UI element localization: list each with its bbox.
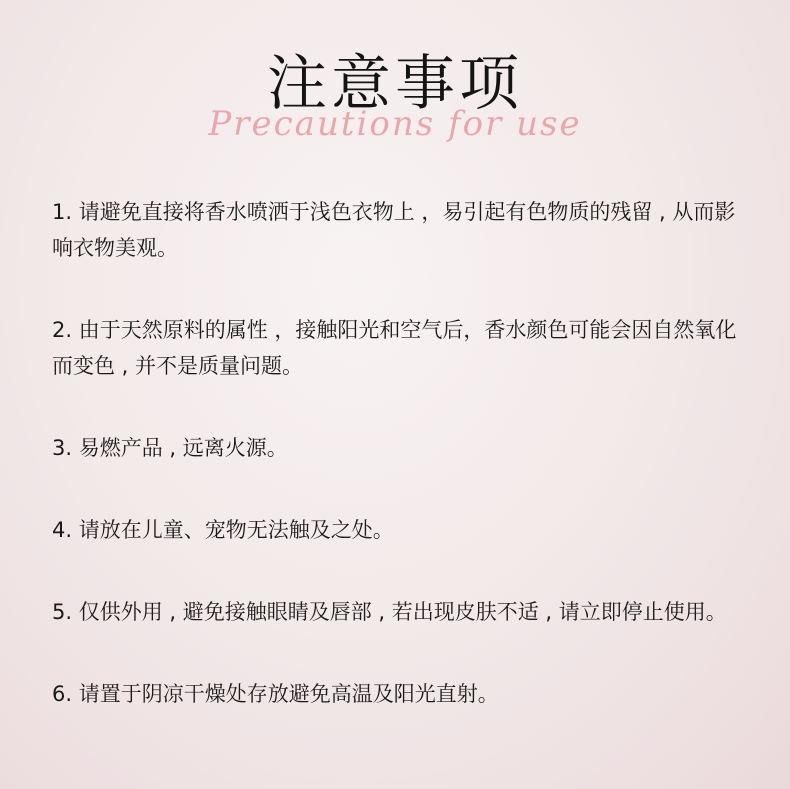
- precaution-item-4: 4. 请放在儿童、宠物无法触及之处。: [52, 518, 394, 542]
- precaution-item-2: 2. 由于天然原料的属性 ，接触阳光和空气后，香水颜色可能会因自然氧化而变色 , 并不是质量问题。: [52, 318, 737, 378]
- precaution-item-6: 6. 请置于阴凉干燥处存放避免高温及阳光直射。: [52, 682, 499, 706]
- precaution-item-3: 3. 易燃产品 , 远离火源。: [52, 436, 288, 460]
- precautions-list: [52, 194, 752, 758]
- precaution-item-1: 1. 请避免直接将香水喷洒于浅色衣物上 ，易引起有色物质的残留 , 从而影响衣物美观。: [52, 200, 736, 260]
- page-title: 注意事项: [267, 49, 523, 119]
- title-block: [0, 0, 790, 170]
- precaution-item-5: 5. 仅供外用 , 避免接触眼睛及唇部 , 若出现皮肤不适 , 请立即停止使用。: [52, 600, 727, 624]
- page-subtitle: Precautions for use: [208, 104, 582, 144]
